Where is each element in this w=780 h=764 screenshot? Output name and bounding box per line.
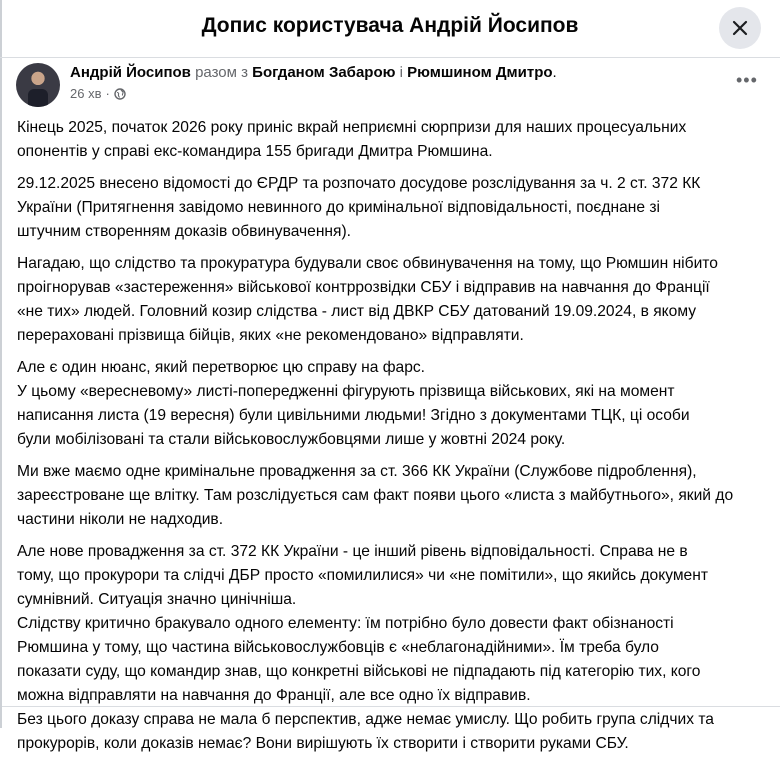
paragraph-line: сумнівний. Ситуація значно цинічніша. <box>17 591 297 608</box>
paragraph-line: У цьому «вересневому» листі-попередженні фігурують прізвища військових, які на момент <box>17 383 675 400</box>
paragraph-line: Кінець 2025, початок 2026 року приніс вкрай неприємні сюрпризи для наших процесуальних <box>17 119 687 136</box>
paragraph-line: зареєстроване ще влітку. Там розслідується сам факт появи цього «листа з майбутнього», який до <box>17 487 734 504</box>
paragraph-line: опонентів у справі екс-командира 155 бригади Дмитра Рюмшина. <box>17 143 493 160</box>
divider <box>2 706 780 707</box>
post-paragraph <box>17 540 777 756</box>
post-paragraph <box>17 356 777 452</box>
paragraph-line: Але є один нюанс, який перетворює цю справу на фарс. <box>17 359 426 376</box>
more-options-button[interactable]: ••• <box>736 70 758 90</box>
paragraph-line: 29.12.2025 внесено відомості до ЄРДР та розпочато досудове розслідування за ч. 2 ст. 372 КК <box>17 175 701 192</box>
period: . <box>552 64 557 81</box>
post-meta <box>70 86 126 101</box>
paragraph-line: написання листа (19 вересня) були цивільними людьми! Згідно з документами ТЦК, ці особи <box>17 407 690 424</box>
paragraph-line: тому, що прокурори та слідчі ДБР просто «помилилися» чи «не помітили», що якийсь документ <box>17 567 708 584</box>
post-paragraph <box>17 460 777 532</box>
paragraph-line: Рюмшина у тому, що частина військовослужбовців є «неблагонадійними». Їм треба було <box>17 639 659 656</box>
paragraph-line: Ми вже маємо одне кримінальне провадження за ст. 366 КК України (Службове підроблення), <box>17 463 697 480</box>
dialog-title: Допис користувача Андрій Йосипов <box>201 14 579 37</box>
paragraph-line: Слідству критично бракувало одного елементу: їм потрібно було довести факт обізнаності <box>17 615 674 632</box>
post-paragraph <box>17 116 777 164</box>
tagged-user-link[interactable]: Рюмшином Дмитро <box>407 64 553 81</box>
post-time-link[interactable]: 26 хв <box>70 86 102 101</box>
author-avatar[interactable] <box>16 63 60 107</box>
paragraph-line: Але нове провадження за ст. 372 КК України - це інший рівень відповідальності. Справа не в <box>17 543 688 560</box>
paragraph-line: частини ніколи не надходив. <box>17 511 224 528</box>
paragraph-line: прокурорів, коли доказів немає? Вони вирішують їх створити і створити руками СБУ. <box>17 735 629 752</box>
meta-separator: · <box>105 86 110 101</box>
post-paragraph <box>17 252 777 348</box>
paragraph-line: показати суду, що командир знав, що конкретні військові не підпадають під категорію тих, кого <box>17 663 701 680</box>
author-name-link[interactable]: Андрій Йосипов <box>70 64 191 81</box>
paragraph-line: штучним створенням доказів обвинувачення). <box>17 223 352 240</box>
paragraph-line: перераховані прізвища бійців, яких «не рекомендовано» відправляти. <box>17 327 524 344</box>
post-body <box>17 116 777 764</box>
paragraph-line: «не тих» людей. Головний козир слідства - лист від ДВКР СБУ датований 19.09.2024, в якому <box>17 303 697 320</box>
close-icon <box>732 20 748 36</box>
paragraph-line: проігнорував «застереження» військової контррозвідки СБУ і відправив на навчання до Франції <box>17 279 710 296</box>
dialog-header <box>0 0 780 58</box>
paragraph-line: Без цього доказу справа не мала б перспектив, адже немає умислу. Що робить група слідчих та <box>17 711 714 728</box>
tagged-user-link[interactable]: Богданом Забарою <box>252 64 396 81</box>
paragraph-line: були мобілізовані та стали військовослужбовцями лише у жовтні 2024 року. <box>17 431 566 448</box>
paragraph-line: Нагадаю, що слідство та прокуратура будували своє обвинувачення на тому, що Рюмшин нібито <box>17 255 718 272</box>
globe-icon <box>114 88 126 100</box>
with-text: разом з <box>195 64 248 81</box>
post-author-line <box>70 63 557 83</box>
close-button[interactable] <box>719 7 761 49</box>
post-paragraph <box>17 172 777 244</box>
paragraph-line: України (Притягнення завідомо невинного до кримінальної відповідальності, поєднане зі <box>17 199 660 216</box>
paragraph-line: можна відправляти на навчання до Франції, але все одно їх відправив. <box>17 687 531 704</box>
and-text: і <box>399 64 403 81</box>
